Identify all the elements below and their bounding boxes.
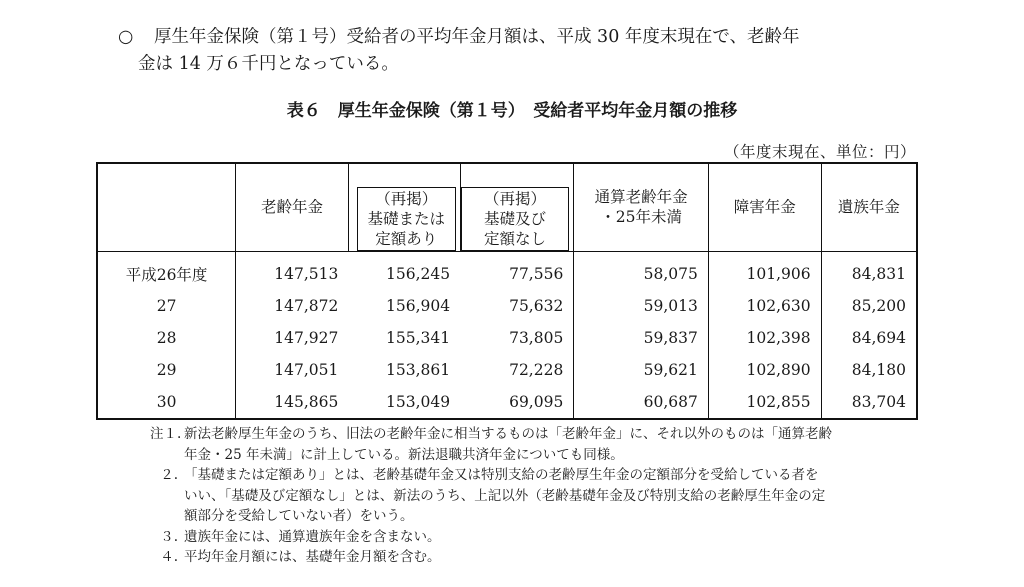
cell-survivor: 84,831 [821,251,917,290]
cell-basic-none: 77,556 [509,264,564,283]
pension-table [96,162,918,420]
cell-tsusan: 58,075 [574,251,709,290]
unit-note: （年度末現在、単位：円） [723,143,916,161]
cell-year: 平成26年度 [97,251,236,290]
footnote-number: ４. [160,549,178,565]
cell-year: 29 [97,354,236,386]
header-survivor: 遺族年金 [821,163,917,251]
header-disability: 障害年金 [708,163,821,251]
cell-disability: 102,398 [708,322,821,354]
table-row [97,354,917,386]
cell-disability: 102,855 [708,386,821,419]
cell-tsusan: 60,687 [574,386,709,419]
header-old-age: 老齢年金 [236,163,349,251]
footnote [150,465,930,527]
footnote-number: ２. [160,467,178,483]
footnote-number: ３. [160,528,178,545]
cell-old-age: 147,051 [236,354,349,386]
footnote-line: 「基礎または定額あり」とは、老齢基礎年金又は特別支給の老齢厚生年金の定額部分を受給している者を [184,467,819,483]
footnote-number: 注１. [150,426,182,442]
table-row [97,251,917,290]
header-basic-fixed: （再掲） 基礎または 定額あり [348,163,460,251]
cell-survivor: 84,694 [821,322,917,354]
intro-paragraph [118,24,918,78]
cell-basic-fixed: 153,861 [386,360,451,379]
cell-year: 30 [97,386,236,419]
footnote-line: 遺族年金には、通算遺族年金を含まない。 [184,528,441,545]
footnote-line: 平均年金月額には、基礎年金月額を含む。 [184,549,441,565]
cell-old-age: 147,927 [236,322,349,354]
footnote-line: 新法老齢厚生年金のうち、旧法の老齢年金に相当するものは「老齢年金」に、それ以外のものは「通算老齢 [184,426,832,442]
cell-tsusan: 59,837 [574,322,709,354]
cell-basic-none: 75,632 [509,296,564,315]
cell-old-age: 147,872 [236,290,349,322]
footnote-line: 年金・25 年未満」に計上している。新法退職共済年金についても同様。 [184,446,624,463]
cell-year: 28 [97,322,236,354]
cell-basic-fixed: 156,904 [386,296,451,315]
cell-basic-none: 69,095 [509,392,564,411]
cell-disability: 102,630 [708,290,821,322]
footnote [150,527,930,548]
header-basic-none: （再掲） 基礎及び 定額なし [460,163,574,251]
table-caption: 表６ 厚生年金保険（第１号） 受給者平均年金月額の推移 [286,101,738,121]
table-row [97,322,917,354]
cell-year: 27 [97,290,236,322]
intro-line-1: ○ 厚生年金保険（第１号）受給者の平均年金月額は、平成 30 年度末現在で、老齢年 [118,24,918,51]
table-row [97,386,917,419]
cell-basic-fixed: 156,245 [386,264,451,283]
table-row [97,290,917,322]
footnote [150,424,930,465]
cell-disability: 102,890 [708,354,821,386]
cell-basic-fixed: 153,049 [386,392,451,411]
cell-survivor: 85,200 [821,290,917,322]
header-tsusan: 通算老齢年金 ・25年未満 [574,163,709,251]
cell-basic-fixed: 155,341 [386,328,451,347]
footnote [150,547,930,568]
cell-old-age: 145,865 [236,386,349,419]
cell-disability: 101,906 [708,251,821,290]
cell-survivor: 84,180 [821,354,917,386]
cell-survivor: 83,704 [821,386,917,419]
cell-basic-none: 73,805 [509,328,564,347]
circle-bullet-icon: ○ [118,27,134,47]
footnotes [150,424,930,568]
header-year [97,163,236,251]
intro-line-2: 金は 14 万６千円となっている。 [138,54,399,74]
cell-basic-none: 72,228 [509,360,564,379]
footnote-line: いい、「基礎及び定額なし」とは、新法のうち、上記以外（老齢基礎年金及び特別支給の老齢厚生年金の定 [184,487,826,504]
cell-tsusan: 59,013 [574,290,709,322]
cell-old-age: 147,513 [236,251,349,290]
cell-tsusan: 59,621 [574,354,709,386]
footnote-line: 額部分を受給していない者）をいう。 [184,508,414,524]
